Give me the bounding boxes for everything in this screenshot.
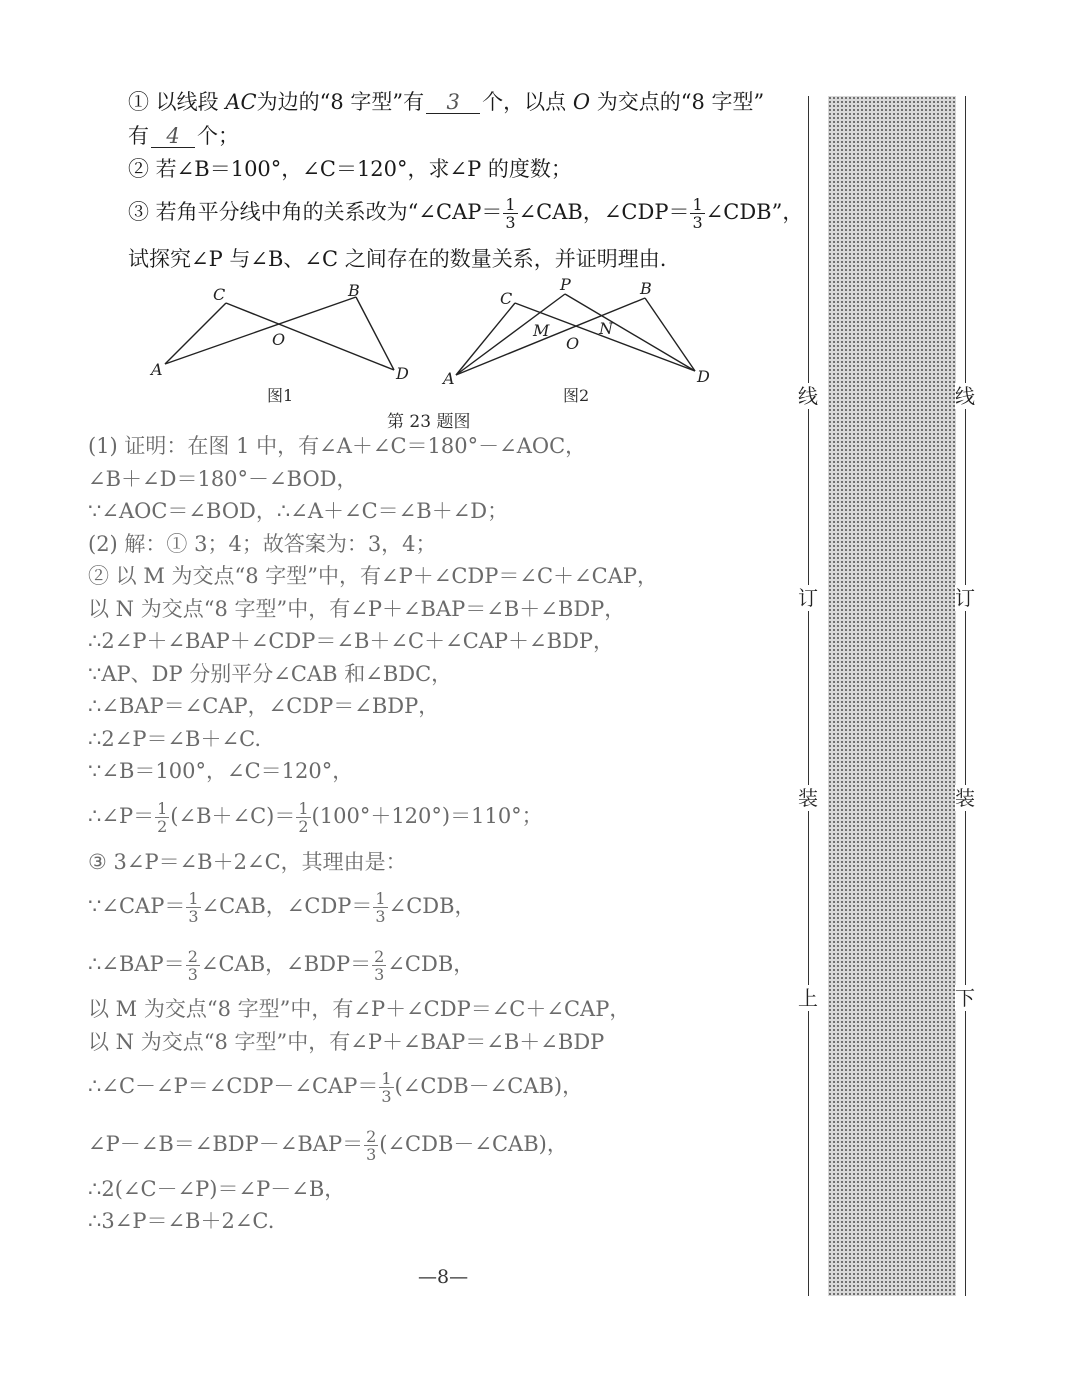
solution-line-11: ∵∠B＝100°，∠C＝120°， xyxy=(88,759,354,783)
label-m: M xyxy=(533,321,550,340)
solution-line-14: ∵∠CAP＝ $\frac{1}{3}$ ∠CAB，∠CDP＝ $\frac{1}{3}$ ∠CDB， xyxy=(88,889,476,926)
label-o: O xyxy=(272,330,286,349)
binding-label-left-shang: 上 xyxy=(798,986,818,1010)
binding-label-left-ding: 订 xyxy=(798,586,818,610)
binding-line-right xyxy=(965,96,966,1296)
solution-line-15: ∴∠BAP＝ $\frac{2}{3}$ ∠CAB，∠BDP＝ $\frac{2}{3}$ ∠CDB， xyxy=(88,947,475,984)
label-o-2: O xyxy=(566,334,580,353)
segment-bd xyxy=(356,297,394,370)
binding-label-right-ding: 订 xyxy=(955,586,975,610)
label-c-2: C xyxy=(500,289,513,308)
fraction-one-third: $\frac{1}{3}$ xyxy=(692,195,703,232)
label-n: N xyxy=(599,319,613,338)
binding-label-left-xian: 线 xyxy=(798,384,818,408)
label-p: P xyxy=(560,276,571,294)
label-d-2: D xyxy=(697,367,710,386)
solution-line-9: ∴∠BAP＝∠CAP，∠CDP＝∠BDP， xyxy=(88,694,440,718)
solution-line-18: ∴∠C－∠P＝∠CDP－∠CAP＝ $\frac{1}{3}$ (∠CDB－∠CAB)， xyxy=(88,1069,584,1106)
page-number: —8— xyxy=(418,1266,469,1288)
label-a: A xyxy=(151,360,163,379)
segment-pd xyxy=(565,294,695,371)
segment-ac-2 xyxy=(456,303,515,375)
binding-strip xyxy=(828,96,956,1296)
label-a-2: A xyxy=(443,369,455,388)
segment-bd-2 xyxy=(645,298,695,371)
solution-line-12: ∴∠P＝ $\frac{1}{2}$ (∠B＋∠C)＝ $\frac{1}{2}$ (100°＋120°)＝110°； xyxy=(88,799,543,836)
binding-label-right-xia: 下 xyxy=(955,986,975,1010)
binding-label-right-zhuang: 装 xyxy=(955,786,975,810)
solution-line-2: ∠B＋∠D＝180°－∠BOD， xyxy=(88,467,358,491)
solution-line-17: 以 N 为交点“8 字型”中，有∠P＋∠BAP＝∠B＋∠BDP xyxy=(88,1030,605,1054)
label-b: B xyxy=(348,281,360,300)
fraction-one-third: $\frac{1}{3}$ xyxy=(381,1069,392,1106)
solution-line-10: ∴2∠P＝∠B＋∠C. xyxy=(88,727,262,751)
binding-line-left xyxy=(808,96,809,1296)
fraction-one-third: $\frac{1}{3}$ xyxy=(505,195,516,232)
binding-label-left-zhuang: 装 xyxy=(798,786,818,810)
answer-blank-1: 3 xyxy=(426,91,480,114)
question-part-2: ② 若∠B＝100°，∠C＝120°，求∠P 的度数； xyxy=(128,157,572,181)
fraction-one-third: $\frac{1}{3}$ xyxy=(188,889,199,926)
figure-2-caption: 图2 xyxy=(563,386,590,405)
segment-ac xyxy=(165,303,226,364)
solution-line-1: (1) 证明：在图 1 中，有∠A＋∠C＝180°－∠AOC， xyxy=(88,434,587,458)
label-b-2: B xyxy=(640,279,652,298)
solution-line-3: ∵∠AOC＝∠BOD，∴∠A＋∠C＝∠B＋∠D； xyxy=(88,499,509,523)
solution-line-4: (2) 解：① 3；4；故答案为：3，4； xyxy=(88,532,437,556)
question-part-3: ③ 若角平分线中角的关系改为“∠CAP＝ $\frac{1}{3}$ ∠CAB，∠CDP＝ $\frac{1}{3}$ ∠CDB”， xyxy=(128,195,804,232)
question-part-3-line2: 试探究∠P 与∠B、∠C 之间存在的数量关系，并证明理由. xyxy=(128,247,667,271)
solution-line-6: 以 N 为交点“8 字型”中，有∠P＋∠BAP＝∠B＋∠BDP， xyxy=(88,597,626,621)
solution-line-8: ∵AP、DP 分别平分∠CAB 和∠BDC， xyxy=(88,662,453,686)
solution-line-7: ∴2∠P＋∠BAP＋∠CDP＝∠B＋∠C＋∠CAP＋∠BDP， xyxy=(88,629,615,653)
fraction-two-thirds: $\frac{2}{3}$ xyxy=(187,947,198,984)
question-part-1-cont: 有 4 个； xyxy=(128,124,239,148)
fraction-one-third: $\frac{1}{3}$ xyxy=(375,889,386,926)
figure-23 xyxy=(148,276,728,406)
fraction-one-half: $\frac{1}{2}$ xyxy=(298,799,309,836)
solution-line-19: ∠P－∠B＝∠BDP－∠BAP＝ $\frac{2}{3}$ (∠CDB－∠CAB)， xyxy=(88,1127,568,1164)
fraction-two-thirds: $\frac{2}{3}$ xyxy=(374,947,385,984)
figure-1-caption: 图1 xyxy=(267,386,294,405)
fraction-two-thirds: $\frac{2}{3}$ xyxy=(366,1127,377,1164)
solution-line-20: ∴2(∠C－∠P)＝∠P－∠B， xyxy=(88,1177,346,1201)
segment-ab xyxy=(165,297,356,364)
fraction-one-half: $\frac{1}{2}$ xyxy=(157,799,168,836)
answer-blank-2: 4 xyxy=(151,125,195,148)
binding-label-right-xian: 线 xyxy=(955,384,975,408)
label-d: D xyxy=(396,364,409,383)
question-part-1: ① 以线段 AC为边的“8 字型”有 3 个，以点 O 为交点的“8 字型” xyxy=(128,90,765,114)
figure-title: 第 23 题图 xyxy=(387,412,471,432)
solution-line-13: ③ 3∠P＝∠B＋2∠C，其理由是： xyxy=(88,850,407,874)
solution-line-21: ∴3∠P＝∠B＋2∠C. xyxy=(88,1209,275,1233)
solution-line-16: 以 M 为交点“8 字型”中，有∠P＋∠CDP＝∠C＋∠CAP， xyxy=(88,997,631,1021)
label-c: C xyxy=(213,285,226,304)
solution-line-5: ② 以 M 为交点“8 字型”中，有∠P＋∠CDP＝∠C＋∠CAP， xyxy=(88,564,659,588)
segment-ab-2 xyxy=(456,298,645,375)
